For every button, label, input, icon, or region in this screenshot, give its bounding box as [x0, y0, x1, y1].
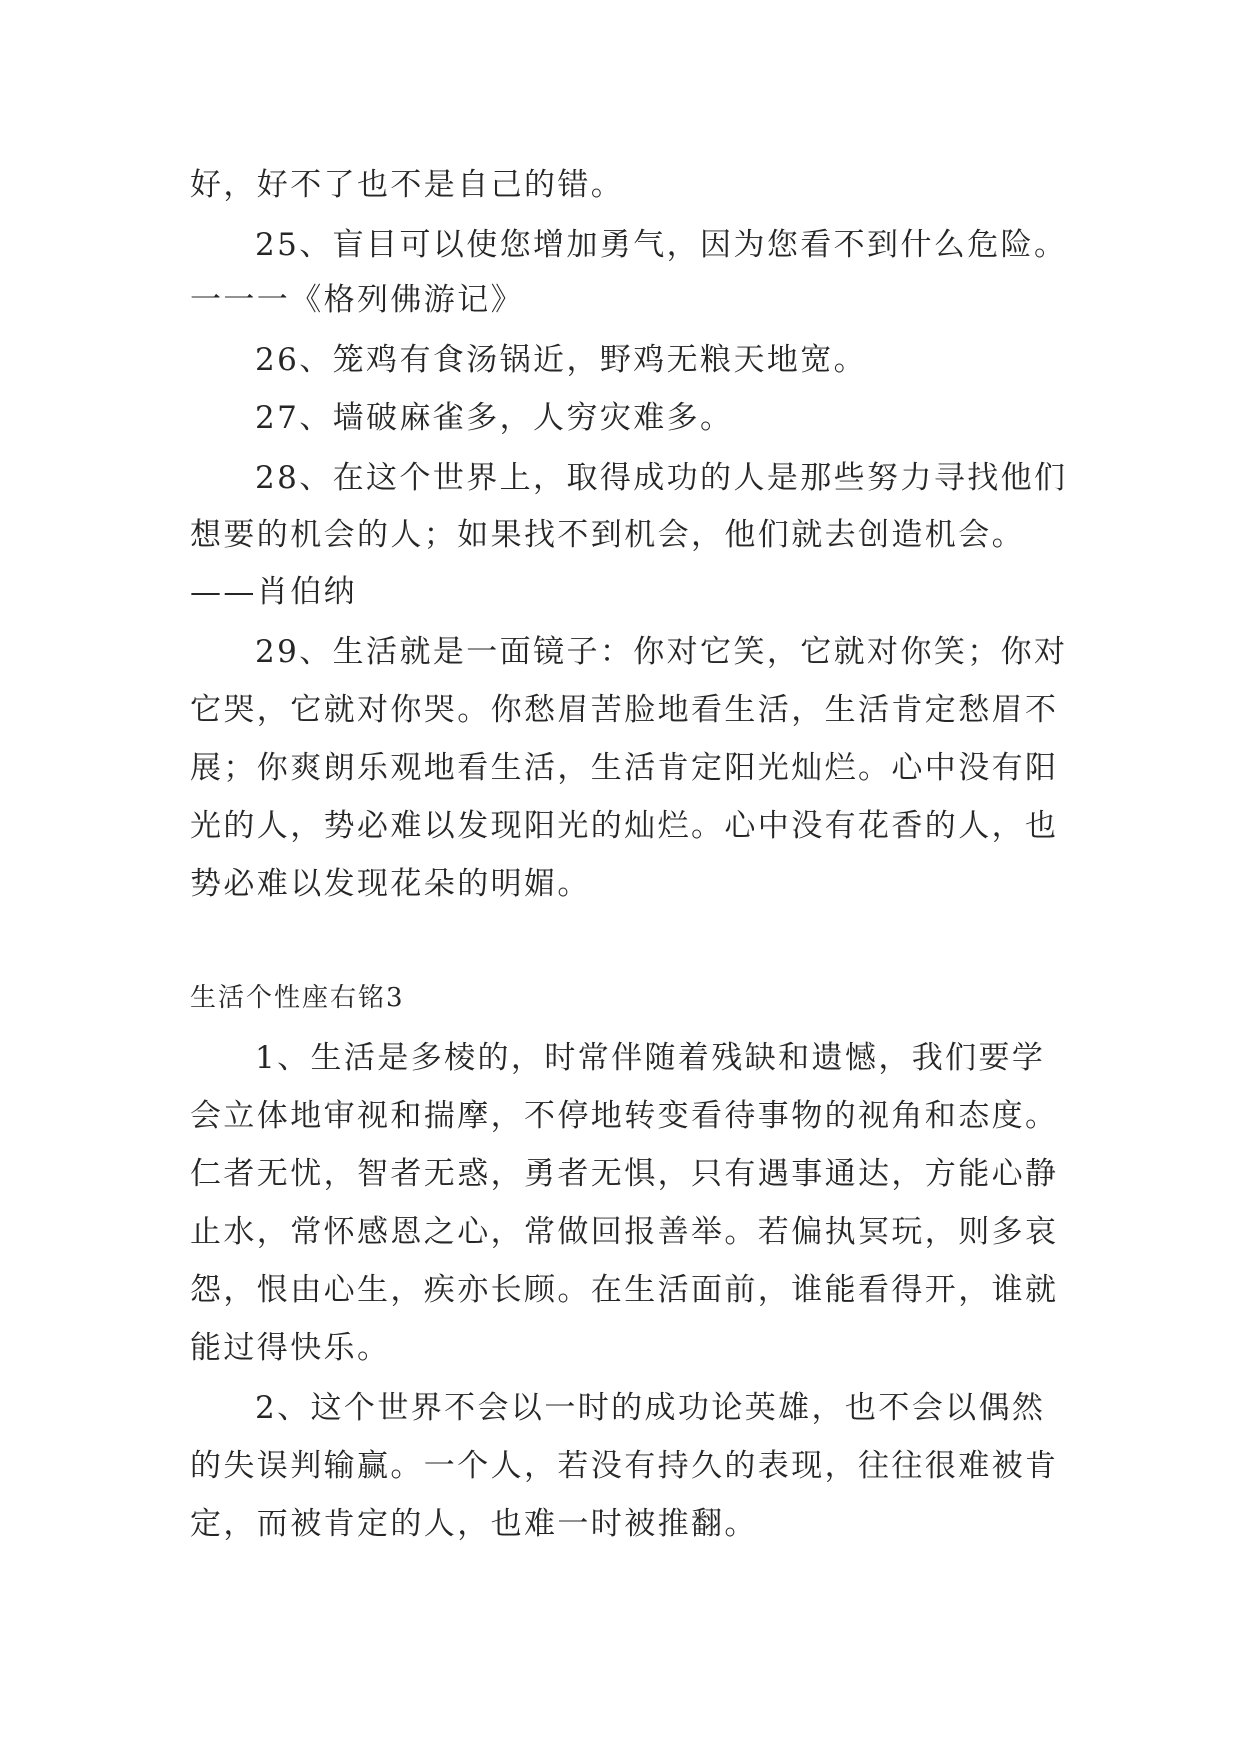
- text-line: 会立体地审视和揣摩，不停地转变看待事物的视角和态度。: [190, 1098, 1059, 1134]
- text-line: 它哭，它就对你哭。你愁眉苦脸地看生活，生活肯定愁眉不: [190, 692, 1059, 728]
- text-line: 展；你爽朗乐观地看生活，生活肯定阳光灿烂。心中没有阳: [190, 750, 1059, 786]
- text-line: 28、在这个世界上，取得成功的人是那些努力寻找他们: [255, 460, 1068, 496]
- text-line: 好，好不了也不是自己的错。: [190, 167, 625, 203]
- text-line: 势必难以发现花朵的明媚。: [190, 866, 591, 902]
- text-line: 的失误判输赢。一个人，若没有持久的表现，往往很难被肯: [190, 1448, 1059, 1484]
- text-line: 26、笼鸡有食汤锅近，野鸡无粮天地宽。: [255, 342, 868, 378]
- text-line: 定，而被肯定的人，也难一时被推翻。: [190, 1506, 758, 1542]
- text-line: 仁者无忧，智者无惑，勇者无惧，只有遇事通达，方能心静: [190, 1156, 1059, 1192]
- quote-source: ——肖伯纳: [190, 574, 357, 610]
- text-line: 27、墙破麻雀多，人穷灾难多。: [255, 400, 734, 436]
- text-line: 光的人，势必难以发现阳光的灿烂。心中没有花香的人，也: [190, 808, 1059, 844]
- text-line: 1、生活是多棱的，时常伴随着残缺和遗憾，我们要学: [255, 1040, 1046, 1076]
- text-line: 能过得快乐。: [190, 1330, 391, 1366]
- text-line: 29、生活就是一面镜子：你对它笑，它就对你笑；你对: [255, 634, 1068, 670]
- text-line: 2、这个世界不会以一时的成功论英雄，也不会以偶然: [255, 1390, 1046, 1426]
- text-line: 25、盲目可以使您增加勇气，因为您看不到什么危险。: [255, 227, 1068, 263]
- text-line: 怨，恨由心生，疾亦长顾。在生活面前，谁能看得开，谁就: [190, 1272, 1059, 1308]
- quote-source: 一一一《格列佛游记》: [190, 282, 524, 318]
- text-line: 想要的机会的人；如果找不到机会，他们就去创造机会。: [190, 517, 1025, 553]
- text-line: 止水，常怀感恩之心，常做回报善举。若偏执冥玩，则多哀: [190, 1214, 1059, 1250]
- section-heading: 生活个性座右铭3: [190, 983, 405, 1013]
